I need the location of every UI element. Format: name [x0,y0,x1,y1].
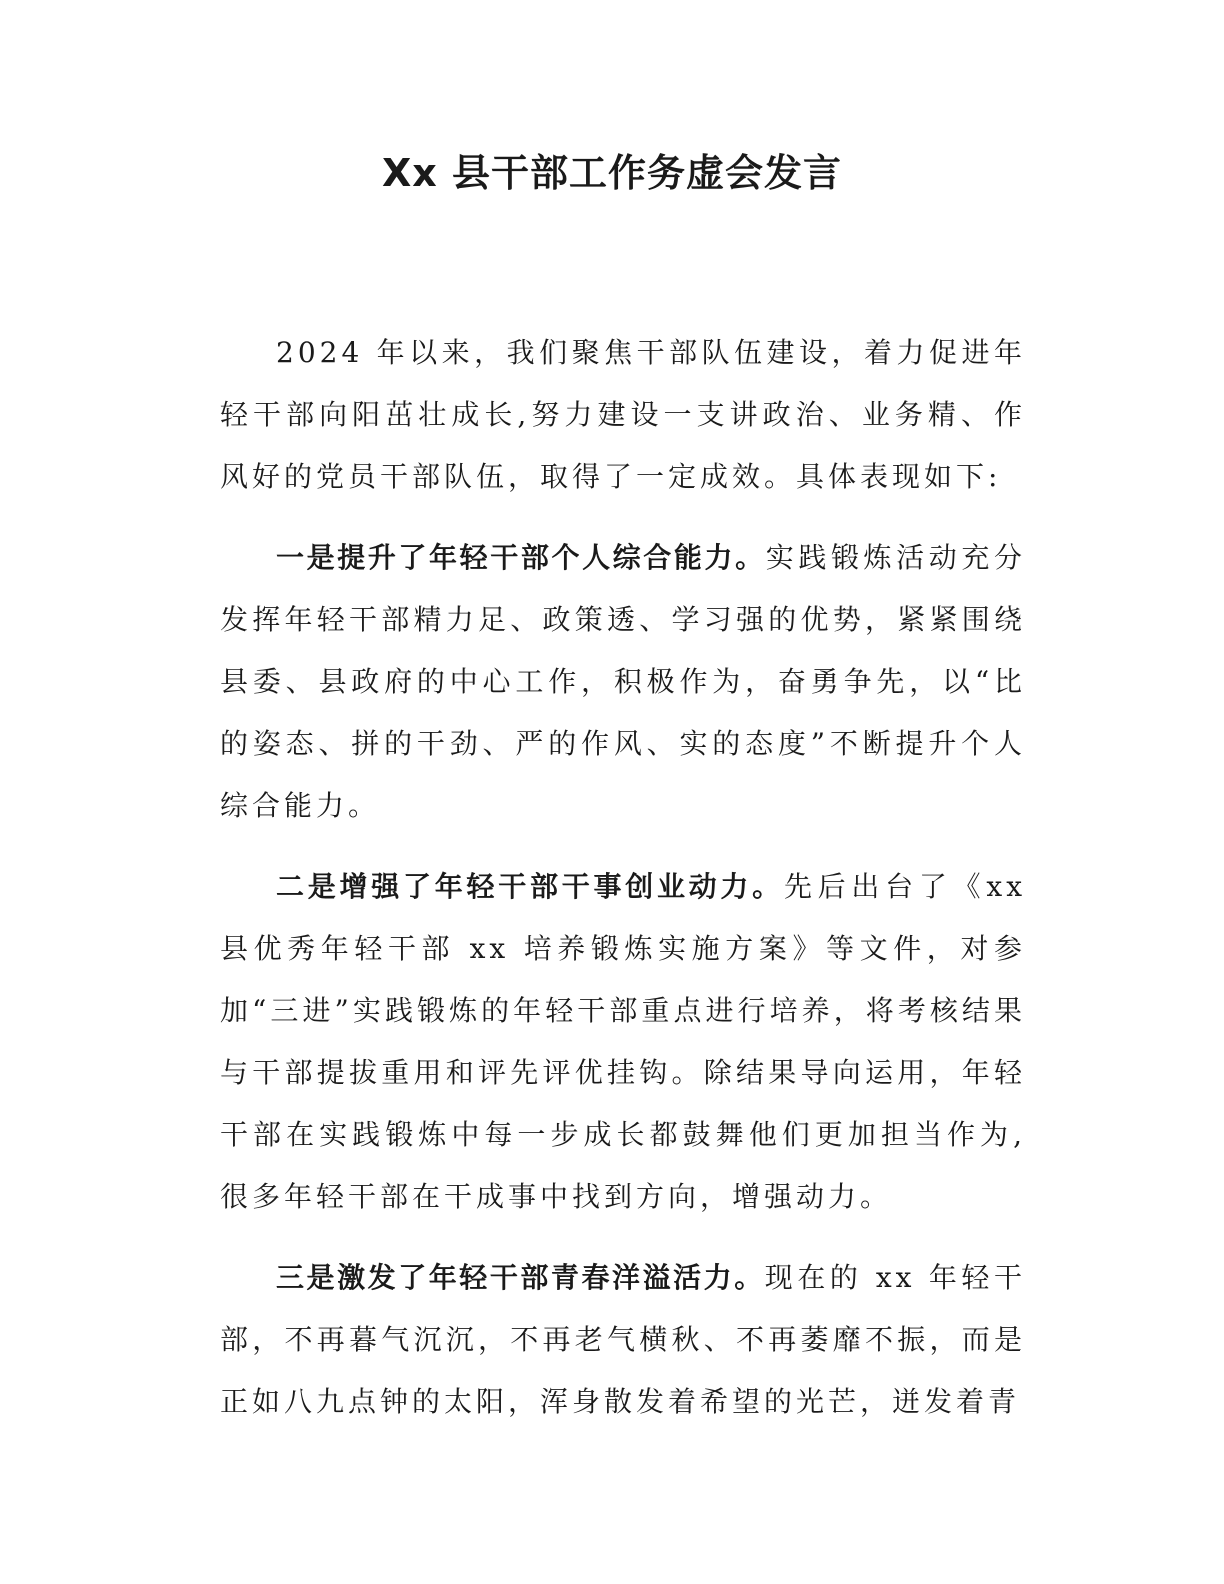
document-body [220,322,1026,1433]
paragraph-point-3 [220,1247,1026,1433]
paragraph-lead: 一是提升了年轻干部个人综合能力。 [276,541,766,574]
paragraph-point-1 [220,527,1026,837]
paragraph-text: 2024 年以来，我们聚焦干部队伍建设，着力促进年轻干部向阳茁壮成长,努力建设一支讲政治、业务精、作风好的党员干部队伍，取得了一定成效。具体表现如下: [220,336,1026,493]
paragraph-text: 实践锻炼活动充分发挥年轻干部精力足、政策透、学习强的优势，紧紧围绕县委、县政府的中心工作，积极作为，奋勇争先，以“比的姿态、拼的干劲、严的作风、实的态度”不断提升个人综合能力。 [220,541,1026,822]
paragraph-text: 先后出台了《xx 县优秀年轻干部 xx 培养锻炼实施方案》等文件，对参加“三进”实践锻炼的年轻干部重点进行培养，将考核结果与干部提拔重用和评先评优挂钩。除结果导向运用，年轻干部在实践锻炼中每一步成长都鼓舞他们更加担当作为,很多年轻干部在干成事中找到方向，增强动力。 [220,870,1026,1213]
paragraph-intro [220,322,1026,508]
paragraph-point-2 [220,856,1026,1228]
paragraph-lead: 二是增强了年轻干部干事创业动力。 [276,870,784,903]
paragraph-lead: 三是激发了年轻干部青春洋溢活力。 [276,1261,765,1294]
document-title: Xx 县干部工作务虚会发言 [381,151,843,195]
paragraph-text: 现在的 xx 年轻干部，不再暮气沉沉，不再老气横秋、不再萎靡不振，而是正如八九点钟的太阳，浑身散发着希望的光芒，迸发着青 [220,1261,1026,1418]
